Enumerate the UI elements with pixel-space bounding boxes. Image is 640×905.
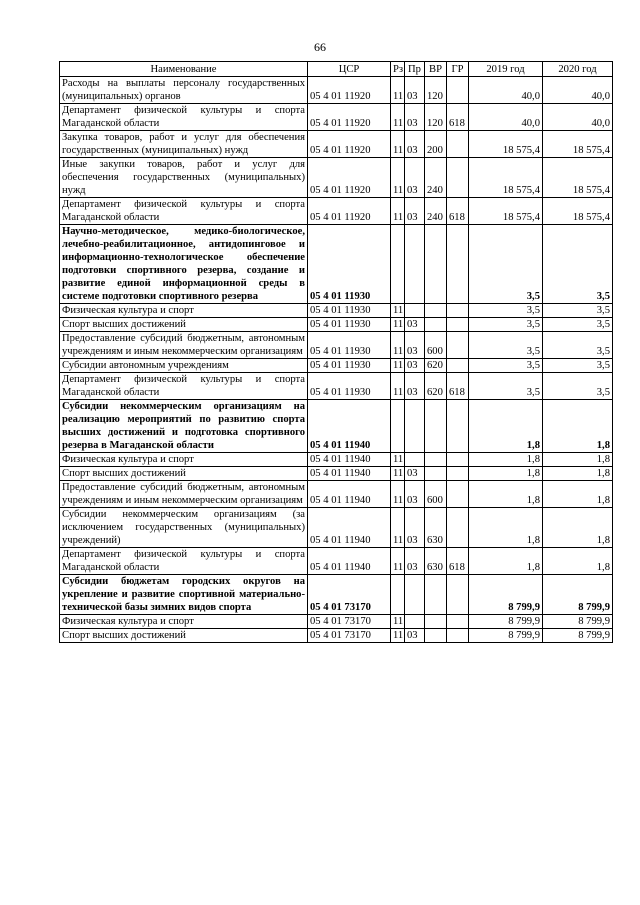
cell-csr: 05 4 01 11920 [308, 77, 391, 104]
cell-gr [447, 359, 469, 373]
cell-vr: 120 [425, 104, 447, 131]
cell-csr: 05 4 01 11940 [308, 548, 391, 575]
budget-table [59, 61, 613, 643]
header-vr: ВР [425, 62, 447, 77]
cell-2020: 1,8 [543, 508, 613, 548]
cell-pr: 03 [405, 198, 425, 225]
cell-2020: 40,0 [543, 104, 613, 131]
table-row [60, 131, 613, 158]
table-row [60, 508, 613, 548]
cell-gr [447, 332, 469, 359]
cell-pr [405, 400, 425, 453]
cell-vr: 240 [425, 158, 447, 198]
cell-vr [425, 400, 447, 453]
cell-rz: 11 [391, 104, 405, 131]
table-row [60, 77, 613, 104]
cell-vr: 620 [425, 359, 447, 373]
cell-rz [391, 400, 405, 453]
cell-pr: 03 [405, 467, 425, 481]
cell-vr [425, 629, 447, 643]
cell-vr: 630 [425, 548, 447, 575]
cell-gr: 618 [447, 548, 469, 575]
cell-rz: 11 [391, 548, 405, 575]
cell-rz: 11 [391, 332, 405, 359]
cell-csr: 05 4 01 11930 [308, 373, 391, 400]
cell-vr: 600 [425, 332, 447, 359]
cell-name: Расходы на выплаты персоналу государственных (муниципальных) органов [60, 77, 308, 104]
cell-2019: 3,5 [469, 304, 543, 318]
cell-gr [447, 400, 469, 453]
cell-vr [425, 467, 447, 481]
cell-gr [447, 453, 469, 467]
cell-2019: 3,5 [469, 359, 543, 373]
cell-pr: 03 [405, 373, 425, 400]
table-row [60, 548, 613, 575]
header-2020: 2020 год [543, 62, 613, 77]
cell-name: Департамент физической культуры и спорта Магаданской области [60, 104, 308, 131]
cell-vr [425, 575, 447, 615]
cell-2020: 1,8 [543, 548, 613, 575]
table-row [60, 318, 613, 332]
table-row [60, 359, 613, 373]
cell-2019: 40,0 [469, 104, 543, 131]
table-row [60, 104, 613, 131]
cell-2020: 1,8 [543, 400, 613, 453]
cell-2019: 8 799,9 [469, 575, 543, 615]
cell-rz: 11 [391, 508, 405, 548]
cell-vr: 620 [425, 373, 447, 400]
header-name: Наименование [60, 62, 308, 77]
cell-rz: 11 [391, 615, 405, 629]
cell-2020: 1,8 [543, 467, 613, 481]
header-2019: 2019 год [469, 62, 543, 77]
cell-csr: 05 4 01 73170 [308, 615, 391, 629]
cell-vr: 630 [425, 508, 447, 548]
cell-pr: 03 [405, 629, 425, 643]
cell-name: Физическая культура и спорт [60, 453, 308, 467]
header-row [60, 62, 613, 77]
cell-name: Спорт высших достижений [60, 629, 308, 643]
cell-gr: 618 [447, 198, 469, 225]
cell-pr: 03 [405, 77, 425, 104]
table-body [60, 77, 613, 643]
cell-name: Предоставление субсидий бюджетным, автономным учреждениям и иным некоммерческим организациям [60, 481, 308, 508]
cell-name: Субсидии бюджетам городских округов на укрепление и развитие спортивной материально-технической базы зимних видов спорта [60, 575, 308, 615]
cell-csr: 05 4 01 11930 [308, 225, 391, 304]
cell-2019: 18 575,4 [469, 198, 543, 225]
cell-name: Департамент физической культуры и спорта Магаданской области [60, 373, 308, 400]
cell-name: Субсидии некоммерческим организациям на реализацию мероприятий по развитию спорта высших достижений и подготовка спортивного резерва в Магаданской области [60, 400, 308, 453]
cell-rz [391, 575, 405, 615]
cell-csr: 05 4 01 11930 [308, 359, 391, 373]
cell-pr [405, 575, 425, 615]
cell-2019: 8 799,9 [469, 629, 543, 643]
cell-gr [447, 225, 469, 304]
cell-2019: 3,5 [469, 332, 543, 359]
cell-pr: 03 [405, 158, 425, 198]
cell-vr [425, 304, 447, 318]
cell-2019: 18 575,4 [469, 131, 543, 158]
cell-csr: 05 4 01 11930 [308, 318, 391, 332]
cell-2019: 1,8 [469, 508, 543, 548]
table-row [60, 304, 613, 318]
cell-2020: 3,5 [543, 304, 613, 318]
cell-pr: 03 [405, 548, 425, 575]
cell-rz [391, 225, 405, 304]
cell-csr: 05 4 01 73170 [308, 629, 391, 643]
cell-vr: 120 [425, 77, 447, 104]
cell-vr: 240 [425, 198, 447, 225]
cell-pr: 03 [405, 104, 425, 131]
cell-csr: 05 4 01 11920 [308, 131, 391, 158]
cell-name: Субсидии автономным учреждениям [60, 359, 308, 373]
cell-rz: 11 [391, 131, 405, 158]
cell-name: Физическая культура и спорт [60, 615, 308, 629]
cell-pr: 03 [405, 481, 425, 508]
cell-vr [425, 318, 447, 332]
cell-gr [447, 615, 469, 629]
cell-rz: 11 [391, 158, 405, 198]
cell-gr [447, 508, 469, 548]
cell-pr: 03 [405, 359, 425, 373]
header-gr: ГР [447, 62, 469, 77]
cell-pr: 03 [405, 318, 425, 332]
table-row [60, 467, 613, 481]
cell-csr: 05 4 01 11940 [308, 400, 391, 453]
table-row [60, 225, 613, 304]
cell-rz: 11 [391, 318, 405, 332]
table-row [60, 373, 613, 400]
cell-vr: 600 [425, 481, 447, 508]
cell-2019: 8 799,9 [469, 615, 543, 629]
table-row [60, 481, 613, 508]
cell-gr [447, 481, 469, 508]
cell-gr [447, 304, 469, 318]
cell-name: Департамент физической культуры и спорта Магаданской области [60, 198, 308, 225]
cell-2020: 3,5 [543, 359, 613, 373]
cell-name: Департамент физической культуры и спорта Магаданской области [60, 548, 308, 575]
cell-pr: 03 [405, 332, 425, 359]
cell-vr [425, 225, 447, 304]
cell-2020: 3,5 [543, 373, 613, 400]
cell-csr: 05 4 01 11920 [308, 158, 391, 198]
cell-csr: 05 4 01 11940 [308, 453, 391, 467]
table-row [60, 453, 613, 467]
cell-2020: 18 575,4 [543, 198, 613, 225]
cell-gr: 618 [447, 373, 469, 400]
page-number: 66 [314, 40, 326, 54]
cell-csr: 05 4 01 11920 [308, 104, 391, 131]
cell-name: Научно-методическое, медико-биологическое, лечебно-реабилитационное, антидопинговое и информационно-технологическое обеспечение подготовки спортивного резерва, создание и развитие единой информационной среды в системе подготовки спортивного резерва [60, 225, 308, 304]
table-row [60, 615, 613, 629]
cell-2019: 18 575,4 [469, 158, 543, 198]
cell-csr: 05 4 01 11940 [308, 481, 391, 508]
table-row [60, 198, 613, 225]
cell-rz: 11 [391, 481, 405, 508]
cell-csr: 05 4 01 11940 [308, 467, 391, 481]
cell-2020: 1,8 [543, 481, 613, 508]
cell-name: Физическая культура и спорт [60, 304, 308, 318]
cell-2019: 1,8 [469, 400, 543, 453]
cell-2020: 3,5 [543, 318, 613, 332]
cell-pr [405, 615, 425, 629]
cell-rz: 11 [391, 373, 405, 400]
cell-gr [447, 77, 469, 104]
cell-pr [405, 453, 425, 467]
cell-name: Субсидии некоммерческим организациям (за исключением государственных (муниципальных) учреждений) [60, 508, 308, 548]
cell-pr: 03 [405, 131, 425, 158]
cell-2019: 3,5 [469, 373, 543, 400]
cell-vr: 200 [425, 131, 447, 158]
cell-2019: 3,5 [469, 225, 543, 304]
table-row [60, 400, 613, 453]
cell-name: Иные закупки товаров, работ и услуг для обеспечения государственных (муниципальных) нужд [60, 158, 308, 198]
table-row [60, 158, 613, 198]
cell-name: Спорт высших достижений [60, 318, 308, 332]
cell-gr [447, 575, 469, 615]
cell-2020: 40,0 [543, 77, 613, 104]
cell-rz: 11 [391, 77, 405, 104]
cell-gr [447, 318, 469, 332]
cell-name: Спорт высших достижений [60, 467, 308, 481]
cell-rz: 11 [391, 359, 405, 373]
cell-2020: 1,8 [543, 453, 613, 467]
cell-2019: 40,0 [469, 77, 543, 104]
cell-2019: 1,8 [469, 548, 543, 575]
cell-2020: 8 799,9 [543, 629, 613, 643]
cell-rz: 11 [391, 304, 405, 318]
cell-2020: 3,5 [543, 332, 613, 359]
cell-2019: 3,5 [469, 318, 543, 332]
cell-2020: 3,5 [543, 225, 613, 304]
cell-name: Закупка товаров, работ и услуг для обеспечения государственных (муниципальных) нужд [60, 131, 308, 158]
cell-csr: 05 4 01 11930 [308, 332, 391, 359]
cell-rz: 11 [391, 629, 405, 643]
cell-pr [405, 304, 425, 318]
cell-vr [425, 453, 447, 467]
cell-gr [447, 629, 469, 643]
cell-2019: 1,8 [469, 481, 543, 508]
cell-2019: 1,8 [469, 453, 543, 467]
cell-2019: 1,8 [469, 467, 543, 481]
cell-csr: 05 4 01 11940 [308, 508, 391, 548]
cell-csr: 05 4 01 11930 [308, 304, 391, 318]
cell-name: Предоставление субсидий бюджетным, автономным учреждениям и иным некоммерческим организациям [60, 332, 308, 359]
header-csr: ЦСР [308, 62, 391, 77]
cell-pr: 03 [405, 508, 425, 548]
table-row [60, 629, 613, 643]
cell-2020: 8 799,9 [543, 615, 613, 629]
header-rz: Рз [391, 62, 405, 77]
cell-rz: 11 [391, 453, 405, 467]
table-row [60, 575, 613, 615]
cell-vr [425, 615, 447, 629]
cell-gr [447, 467, 469, 481]
cell-gr [447, 158, 469, 198]
header-pr: Пр [405, 62, 425, 77]
cell-rz: 11 [391, 467, 405, 481]
cell-rz: 11 [391, 198, 405, 225]
cell-2020: 18 575,4 [543, 131, 613, 158]
cell-csr: 05 4 01 11920 [308, 198, 391, 225]
cell-gr [447, 131, 469, 158]
cell-2020: 8 799,9 [543, 575, 613, 615]
table-row [60, 332, 613, 359]
cell-csr: 05 4 01 73170 [308, 575, 391, 615]
cell-pr [405, 225, 425, 304]
cell-gr: 618 [447, 104, 469, 131]
cell-2020: 18 575,4 [543, 158, 613, 198]
